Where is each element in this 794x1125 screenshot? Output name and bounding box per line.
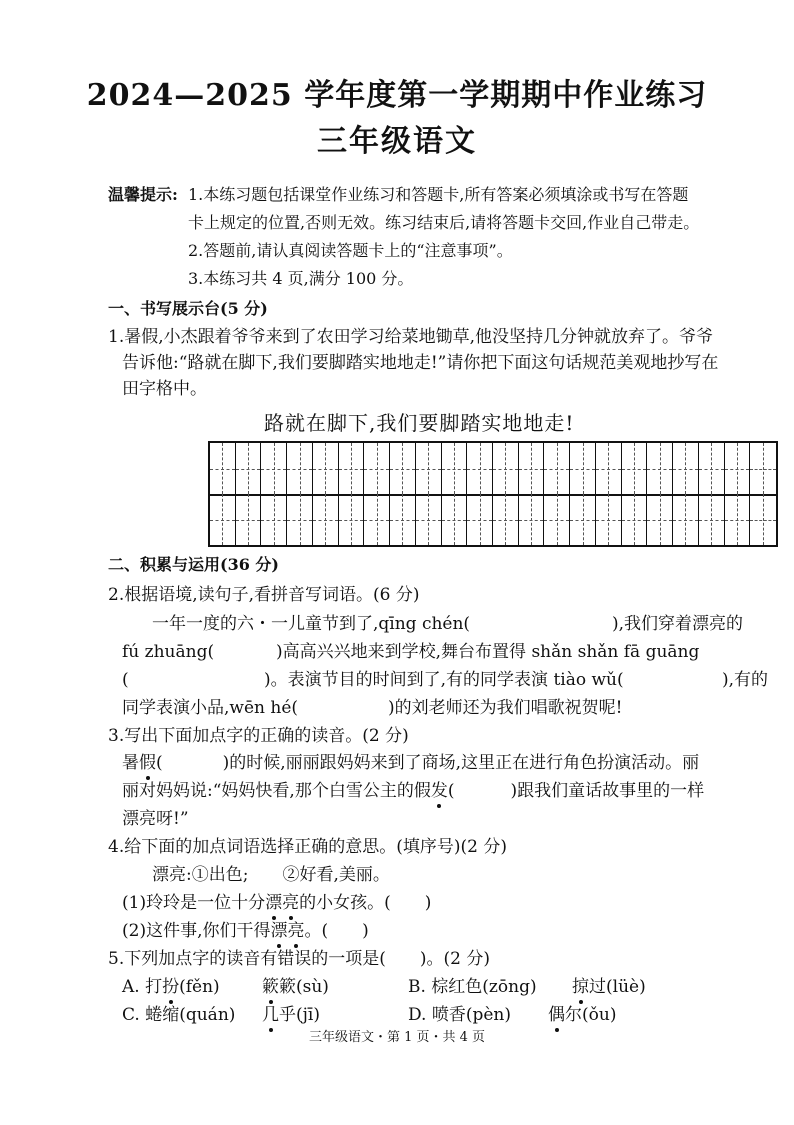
option-b-word-2 xyxy=(572,976,646,998)
question-2-line-3a: ( xyxy=(122,670,129,690)
grid-cell[interactable] xyxy=(725,494,751,545)
answer-paren-open: ( xyxy=(156,753,163,773)
grid-cell[interactable] xyxy=(699,494,725,545)
question-3-line-3: 漂亮呀!” xyxy=(122,809,189,829)
option-d-word-2 xyxy=(548,1004,616,1026)
grid-cell[interactable] xyxy=(622,494,648,545)
option-c[interactable] xyxy=(122,1004,235,1026)
grid-cell[interactable] xyxy=(467,443,493,494)
question-4-sentence-1 xyxy=(122,892,431,914)
grid-cell[interactable] xyxy=(339,443,365,494)
question-2-line-1b: ),我们穿着漂亮的 xyxy=(612,614,744,634)
option-text: (fěn) xyxy=(179,977,220,997)
grid-cell[interactable] xyxy=(416,443,442,494)
grid-cell[interactable] xyxy=(416,494,442,545)
dotted-character: 漂 xyxy=(270,921,288,941)
option-a-word-2 xyxy=(262,976,329,998)
grid-cell[interactable] xyxy=(596,494,622,545)
question-3-text: 暑 xyxy=(122,753,139,773)
grid-cell[interactable] xyxy=(699,443,725,494)
question-1-line-1: 1.暑假,小杰跟着爷爷来到了农田学习给菜地锄草,他没坚持几分钟就放弃了。爷爷 xyxy=(108,327,714,347)
question-4-sentence-2 xyxy=(122,920,369,942)
grid-cell[interactable] xyxy=(261,443,287,494)
grid-cell[interactable] xyxy=(570,494,596,545)
question-4-text: (1)玲玲是一位十分 xyxy=(122,893,266,913)
question-4-text: 的小女孩。( ) xyxy=(299,893,432,913)
dotted-character: 簌 xyxy=(262,977,279,997)
option-text: 香(pèn) xyxy=(448,1005,511,1025)
grid-cell[interactable] xyxy=(544,494,570,545)
question-4-stem: 4.给下面的加点词语选择正确的意思。(填序号)(2 分) xyxy=(108,837,507,857)
grid-cell[interactable] xyxy=(442,494,468,545)
grid-cell[interactable] xyxy=(622,443,648,494)
grid-cell[interactable] xyxy=(673,443,699,494)
question-5-stem: 5.下列加点字的读音有错误的一项是( )。(2 分) xyxy=(108,949,490,969)
section-2-heading: 二、积累与运用(36 分) xyxy=(108,555,279,574)
option-d[interactable] xyxy=(408,1004,511,1026)
grid-cell[interactable] xyxy=(725,443,751,494)
page-subtitle: 三年级语文 xyxy=(317,124,477,159)
option-text: 缩(quán) xyxy=(162,1005,236,1025)
dotted-character: 几 xyxy=(262,1005,279,1025)
grid-cell[interactable] xyxy=(493,443,519,494)
notice-item-1b: 卡上规定的位置,否则无效。练习结束后,请将答题卡交回,作业自己带走。 xyxy=(188,213,700,232)
grid-cell[interactable] xyxy=(493,494,519,545)
grid-row-2 xyxy=(210,494,776,545)
section-1-heading: 一、书写展示台(5 分) xyxy=(108,299,268,318)
notice-label: 温馨提示: xyxy=(108,185,178,204)
grid-cell[interactable] xyxy=(570,443,596,494)
notice-item-3: 3.本练习共 4 页,满分 100 分。 xyxy=(188,269,414,288)
option-text: D. 喷 xyxy=(408,1005,449,1025)
question-2-line-3c: ),有的 xyxy=(722,670,769,690)
grid-cell[interactable] xyxy=(673,494,699,545)
question-3-line-2 xyxy=(122,780,704,802)
dotted-character: 亮 xyxy=(287,921,305,941)
grid-cell[interactable] xyxy=(750,494,776,545)
option-b[interactable]: B. 棕红色(zōng) xyxy=(408,977,537,997)
grid-cell[interactable] xyxy=(287,443,313,494)
question-3-stem: 3.写出下面加点字的正确的读音。(2 分) xyxy=(108,726,409,746)
option-text: 过(lüè) xyxy=(589,977,646,997)
grid-cell[interactable] xyxy=(750,443,776,494)
question-4-text: 。( ) xyxy=(304,921,369,941)
grid-cell[interactable] xyxy=(467,494,493,545)
question-3-line-1 xyxy=(122,752,699,774)
grid-cell[interactable] xyxy=(236,494,262,545)
question-3-text: )跟我们童话故事里的一样 xyxy=(510,781,705,801)
grid-cell[interactable] xyxy=(364,494,390,545)
question-2-line-3b: )。表演节目的时间到了,有的同学表演 tiào wǔ( xyxy=(264,670,624,690)
grid-cell[interactable] xyxy=(442,443,468,494)
question-2-line-4b: )的刘老师还为我们唱歌祝贺呢! xyxy=(388,698,623,718)
question-4-meaning: 漂亮:①出色; ②好看,美丽。 xyxy=(152,865,390,885)
option-text: A. 打 xyxy=(122,977,163,997)
question-2-line-2a: fú zhuāng( xyxy=(122,642,215,662)
option-a[interactable] xyxy=(122,976,220,998)
grid-cell[interactable] xyxy=(313,443,339,494)
dotted-character: 假 xyxy=(139,753,156,773)
grid-cell[interactable] xyxy=(339,494,365,545)
grid-cell[interactable] xyxy=(647,443,673,494)
option-c-word-2 xyxy=(262,1004,320,1026)
dotted-character: 发 xyxy=(430,781,448,801)
grid-cell[interactable] xyxy=(390,443,416,494)
notice-item-1a: 1.本练习题包括课堂作业练习和答题卡,所有答案必须填涂或书写在答题 xyxy=(188,185,689,204)
grid-cell[interactable] xyxy=(519,443,545,494)
grid-cell[interactable] xyxy=(596,443,622,494)
page-footer: 三年级语文・第 1 页・共 4 页 xyxy=(308,1030,486,1045)
dotted-character: 扮 xyxy=(162,977,180,997)
question-2-stem: 2.根据语境,读句子,看拼音写词语。(6 分) xyxy=(108,585,420,605)
dotted-character: 掠 xyxy=(572,977,589,997)
option-text: C. 蜷 xyxy=(122,1005,163,1025)
question-3-text: 丽对妈妈说:“妈妈快看,那个白雪公主的假 xyxy=(122,781,431,801)
copy-sentence: 路就在脚下,我们要脚踏实地地走! xyxy=(264,411,575,435)
answer-paren-open: ( xyxy=(447,781,455,801)
grid-cell[interactable] xyxy=(313,494,339,545)
question-2-line-1a: 一年一度的六・一儿童节到了,qīng chén( xyxy=(152,614,471,634)
dotted-character: 偶 xyxy=(548,1005,565,1025)
grid-cell[interactable] xyxy=(390,494,416,545)
grid-cell[interactable] xyxy=(364,443,390,494)
question-2-line-4a: 同学表演小品,wēn hé( xyxy=(122,698,299,718)
question-3-text: )的时候,丽丽跟妈妈来到了商场,这里正在进行角色扮演活动。丽 xyxy=(222,753,700,773)
grid-cell[interactable] xyxy=(287,494,313,545)
grid-cell[interactable] xyxy=(519,494,545,545)
page-title: 2024—2025 学年度第一学期期中作业练习 xyxy=(86,78,708,113)
grid-cell[interactable] xyxy=(544,443,570,494)
grid-row-1 xyxy=(210,443,776,496)
option-text: 尔(ǒu) xyxy=(565,1005,617,1025)
grid-cell[interactable] xyxy=(210,443,236,494)
question-1-line-3: 田字格中。 xyxy=(122,379,207,399)
question-4-text: (2)这件事,你们干得 xyxy=(122,921,271,941)
question-2-line-2b: )高高兴兴地来到学校,舞台布置得 shǎn shǎn fā guāng xyxy=(276,642,700,662)
grid-cell[interactable] xyxy=(236,443,262,494)
dotted-character: 漂 xyxy=(265,893,283,913)
option-text: 乎(jī) xyxy=(279,1005,320,1025)
dotted-character: 亮 xyxy=(282,893,300,913)
grid-cell[interactable] xyxy=(261,494,287,545)
notice-item-2: 2.答题前,请认真阅读答题卡上的“注意事项”。 xyxy=(188,241,513,260)
option-text: 簌(sù) xyxy=(279,977,329,997)
grid-cell[interactable] xyxy=(647,494,673,545)
question-1-line-2: 告诉他:“路就在脚下,我们要脚踏实地地走!”请你把下面这句话规范美观地抄写在 xyxy=(122,353,719,373)
grid-cell[interactable] xyxy=(210,494,236,545)
tianzige-grid[interactable] xyxy=(208,441,778,547)
